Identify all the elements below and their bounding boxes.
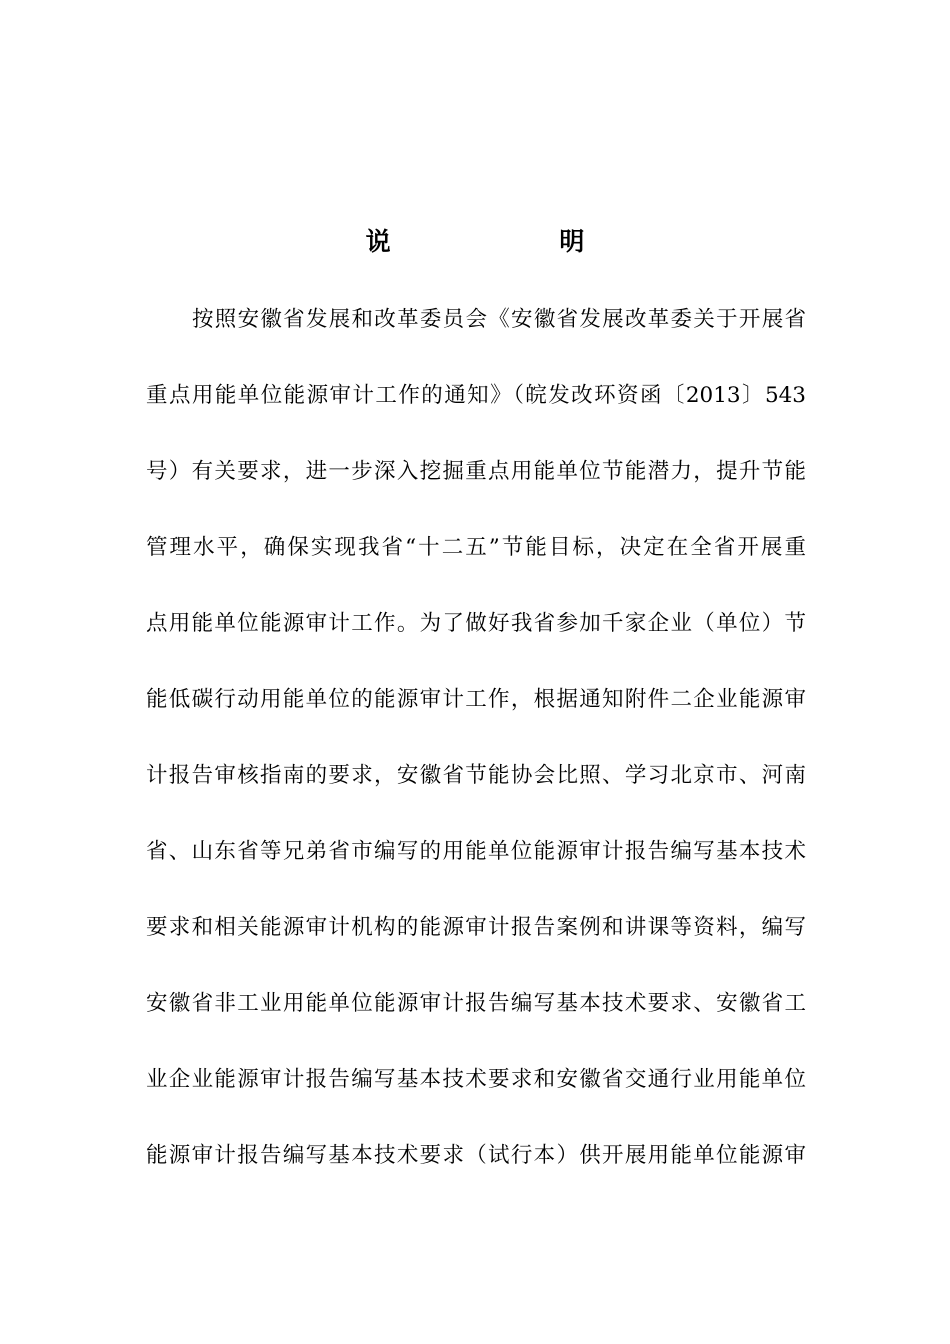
text-line: 管理水平，确保实现我省“十二五”节能目标，决定在全省开展重 <box>146 535 806 560</box>
text-line: 省、山东省等兄弟省市编写的用能单位能源审计报告编写基本技术 <box>146 839 806 864</box>
text-line: 能源审计报告编写基本技术要求（试行本）供开展用能单位能源审 <box>146 1143 806 1168</box>
text-line: 业企业能源审计报告编写基本技术要求和安徽省交通行业用能单位 <box>146 1067 806 1092</box>
text-line: 能低碳行动用能单位的能源审计工作，根据通知附件二企业能源审 <box>146 687 806 712</box>
text-line: 按照安徽省发展和改革委员会《安徽省发展改革委关于开展省 <box>192 307 806 332</box>
text-line: 号）有关要求，进一步深入挖掘重点用能单位节能潜力，提升节能 <box>146 459 806 484</box>
text-line: 点用能单位能源审计工作。为了做好我省参加千家企业（单位）节 <box>146 611 806 636</box>
text-line: 安徽省非工业用能单位能源审计报告编写基本技术要求、安徽省工 <box>146 991 806 1016</box>
text-line: 计报告审核指南的要求，安徽省节能协会比照、学习北京市、河南 <box>146 763 806 788</box>
text-line: 重点用能单位能源审计工作的通知》（皖发改环资函〔2013〕543 <box>146 383 806 408</box>
text-line: 要求和相关能源审计机构的能源审计报告案例和讲课等资料，编写 <box>146 915 806 940</box>
body-text <box>146 300 806 1212</box>
document-title: 说 明 <box>365 227 665 256</box>
